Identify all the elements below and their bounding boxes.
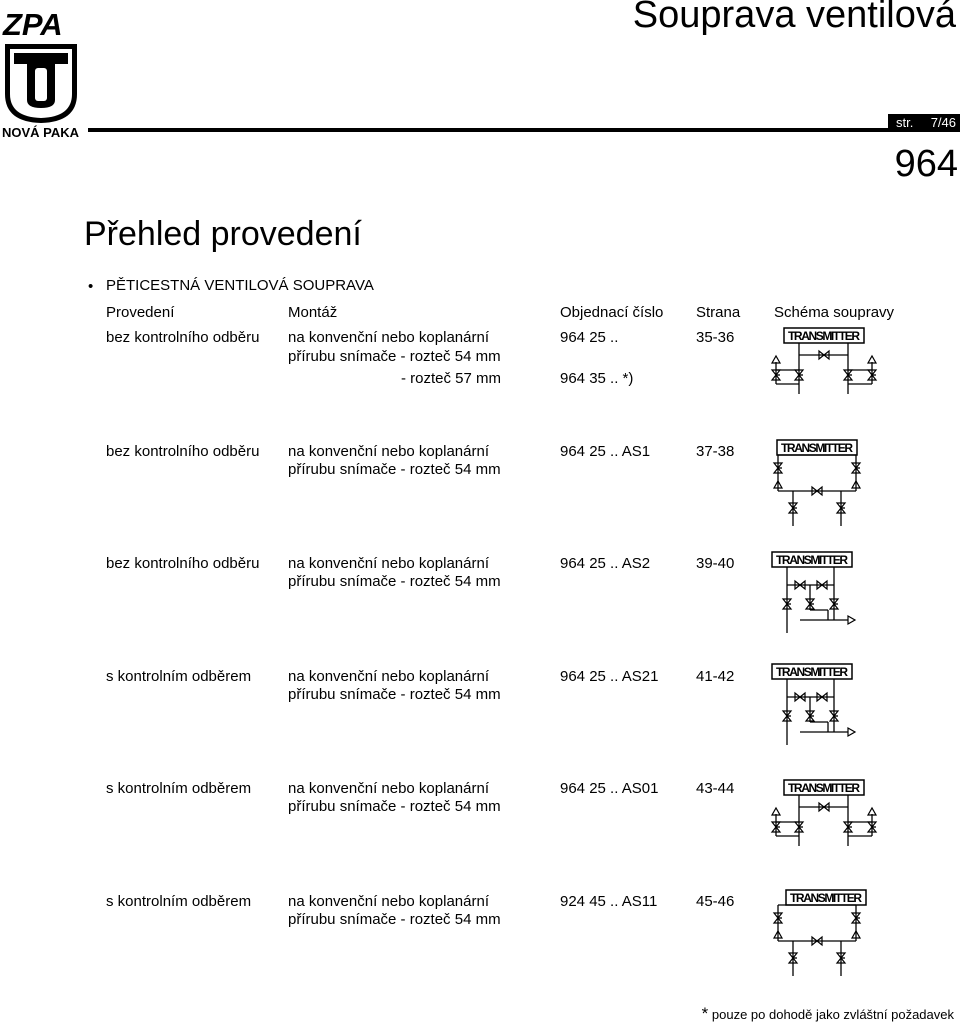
cell-montaz-line2: přírubu snímače - rozteč 54 mm: [288, 686, 501, 703]
page-value: 7/46: [930, 115, 956, 130]
header-strana: Strana: [696, 304, 741, 321]
cell-order-variant: 964 35 .. *): [560, 370, 634, 387]
cell-order-number: 964 25 .. AS1: [560, 443, 651, 460]
transmitter-label: TRANSMITTER: [776, 665, 848, 679]
cell-order-number: 964 25 ..: [560, 329, 619, 346]
cell-montaz-line2: přírubu snímače - rozteč 54 mm: [288, 798, 501, 815]
cell-order-number: 964 25 .. AS01: [560, 780, 659, 797]
outlet-arrow: [848, 616, 855, 624]
section-subheading: PĚTICESTNÁ VENTILOVÁ SOUPRAVA: [106, 277, 374, 294]
header-provedeni: Provedení: [106, 304, 175, 321]
logo-text: ZPA: [3, 7, 63, 42]
outlet-arrow: [848, 728, 855, 736]
transmitter-label: TRANSMITTER: [776, 553, 848, 567]
section-title: Přehled provedení: [84, 215, 362, 253]
cell-montaz-line2: přírubu snímače - rozteč 54 mm: [288, 348, 501, 365]
valve-schema-1: [760, 322, 890, 400]
bullet: •: [88, 278, 94, 295]
footnote-star: *: [701, 1004, 709, 1023]
cell-montaz-line1: na konvenční nebo koplanární: [288, 329, 489, 346]
cell-montaz-line2: přírubu snímače - rozteč 54 mm: [288, 911, 501, 928]
cell-provedeni: bez kontrolního odběru: [106, 555, 260, 572]
cell-montaz-line1: na konvenční nebo koplanární: [288, 893, 489, 910]
cell-provedeni: s kontrolním odběrem: [106, 893, 252, 910]
header-schema: Schéma soupravy: [774, 304, 895, 321]
cell-strana: 37-38: [696, 443, 735, 460]
cell-order-number: 964 25 .. AS21: [560, 668, 659, 685]
vent-symbol: [868, 808, 876, 815]
vent-symbol: [772, 356, 780, 363]
cell-montaz-line1: na konvenční nebo koplanární: [288, 555, 489, 572]
header-order-number: Objednací číslo: [560, 304, 664, 321]
transmitter-label: TRANSMITTER: [788, 329, 860, 343]
valve-schema-5: [760, 774, 890, 852]
cell-montaz-line1: na konvenční nebo koplanární: [288, 780, 489, 797]
cell-strana: 35-36: [696, 329, 735, 346]
valve-schema-6: [760, 886, 890, 986]
cell-montaz-line2: přírubu snímače - rozteč 54 mm: [288, 573, 501, 590]
valve-schema-4: [760, 660, 890, 750]
cell-montaz-line2: přírubu snímače - rozteč 54 mm: [288, 461, 501, 478]
cell-montaz-line1: na konvenční nebo koplanární: [288, 668, 489, 685]
cell-montaz-line1: na konvenční nebo koplanární: [288, 443, 489, 460]
document-title: Souprava ventilová: [632, 0, 956, 36]
header-rule: [88, 128, 960, 132]
cell-provedeni: s kontrolním odběrem: [106, 780, 252, 797]
cell-strana: 45-46: [696, 893, 735, 910]
vent-symbol: [772, 808, 780, 815]
cell-strana: 41-42: [696, 668, 735, 685]
logo-city: NOVÁ PAKA: [2, 125, 80, 140]
cell-order-number: 964 25 .. AS2: [560, 555, 651, 572]
header-montaz: Montáž: [288, 304, 338, 321]
footnote: [702, 1004, 954, 1024]
product-code: 964: [894, 143, 958, 185]
zpa-logo: [2, 4, 80, 140]
cell-provedeni: s kontrolním odběrem: [106, 668, 252, 685]
valve-schema-3: [760, 548, 890, 638]
valve-schema-2: [760, 436, 890, 536]
transmitter-label: TRANSMITTER: [781, 441, 853, 455]
transmitter-label: TRANSMITTER: [790, 891, 862, 905]
transmitter-label: TRANSMITTER: [788, 781, 860, 795]
page-indicator: [888, 114, 960, 132]
cell-provedeni: bez kontrolního odběru: [106, 443, 260, 460]
vent-symbol: [868, 356, 876, 363]
cell-provedeni: bez kontrolního odběru: [106, 329, 260, 346]
cell-montaz-variant: - rozteč 57 mm: [401, 370, 502, 387]
cell-strana: 43-44: [696, 780, 735, 797]
page-label: str.: [896, 115, 914, 130]
footnote-text: pouze po dohodě jako zvláštní požadavek: [711, 1007, 954, 1022]
cell-strana: 39-40: [696, 555, 735, 572]
cell-order-number: 924 45 .. AS11: [560, 893, 658, 910]
